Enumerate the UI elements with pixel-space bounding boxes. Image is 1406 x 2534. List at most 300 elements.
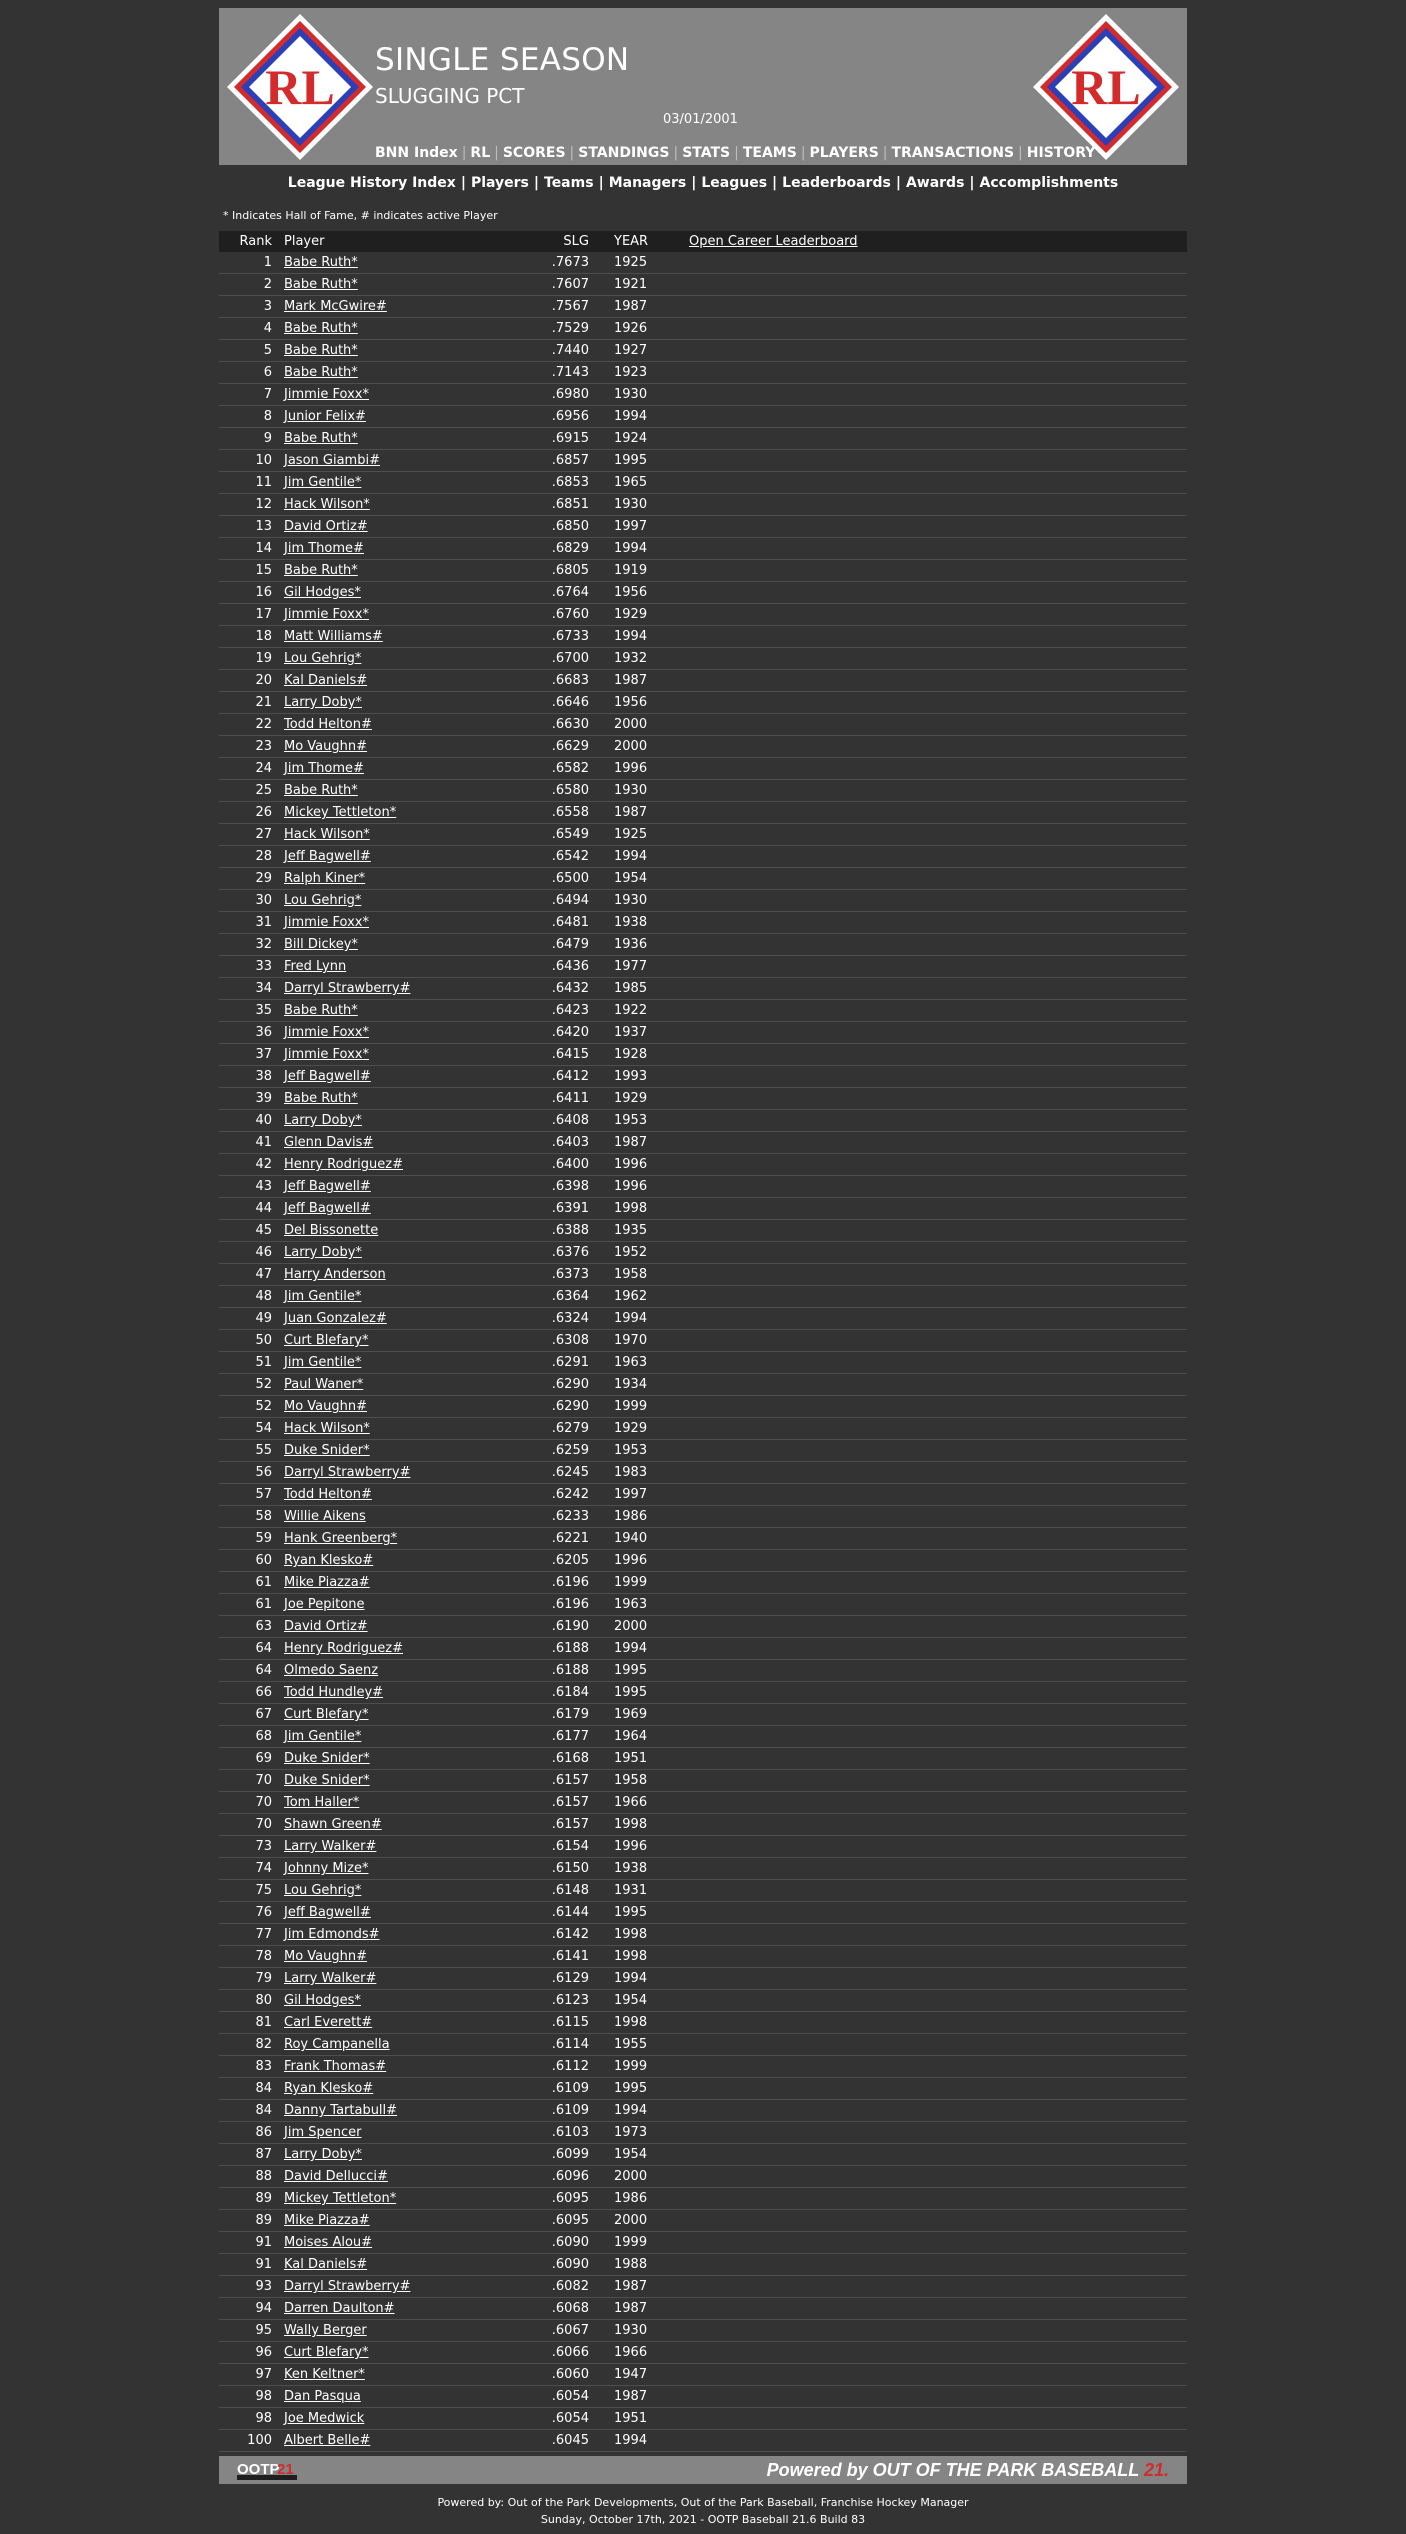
table-row — [219, 978, 1187, 1000]
slg-cell: .6060 — [551, 2367, 589, 2382]
player-link[interactable]: Junior Felix# — [284, 409, 366, 424]
rank-cell: 22 — [255, 717, 272, 732]
player-link[interactable]: Larry Walker# — [284, 1971, 377, 1986]
slg-cell: .6112 — [551, 2059, 589, 2074]
slg-cell: .6411 — [551, 1091, 589, 1106]
year-cell: 1954 — [614, 2147, 648, 2162]
slg-cell: .7567 — [551, 299, 589, 314]
player-cell — [284, 2364, 524, 2385]
table-row — [219, 2166, 1187, 2188]
player-cell — [284, 340, 524, 361]
player-link[interactable]: Johnny Mize* — [284, 1861, 369, 1876]
player-link[interactable]: Henry Rodriguez# — [284, 1641, 403, 1656]
player-link[interactable]: Larry Doby* — [284, 2147, 362, 2162]
slg-cell: .6190 — [551, 1619, 589, 1634]
rank-cell: 23 — [255, 739, 272, 754]
player-link[interactable]: Harry Anderson — [284, 1267, 386, 1282]
subnav-link-awards[interactable]: Awards — [905, 175, 965, 191]
year-cell: 1998 — [614, 1201, 648, 1216]
player-link[interactable]: Hack Wilson* — [284, 1421, 370, 1436]
rank-cell: 17 — [255, 607, 272, 622]
player-link[interactable]: Lou Gehrig* — [284, 893, 362, 908]
league-logo-right[interactable] — [1031, 12, 1181, 162]
player-link[interactable]: Tom Haller* — [284, 1795, 360, 1810]
slg-cell: .6245 — [551, 1465, 589, 1480]
player-link[interactable]: Mark McGwire# — [284, 299, 387, 314]
year-cell: 1996 — [614, 1839, 648, 1854]
player-link[interactable]: Glenn Davis# — [284, 1135, 374, 1150]
subnav-link-teams[interactable]: Teams — [544, 175, 594, 191]
player-link[interactable]: Mickey Tettleton* — [284, 2191, 397, 2206]
rank-cell: 87 — [255, 2147, 272, 2162]
subnav-link-leaderboards[interactable]: Leaderboards — [782, 175, 891, 191]
year-cell: 1924 — [614, 431, 648, 446]
year-cell: 1995 — [614, 453, 648, 468]
year-cell: 1930 — [614, 2323, 648, 2338]
player-link[interactable]: Carl Everett# — [284, 2015, 373, 2030]
player-link[interactable]: Paul Waner* — [284, 1377, 364, 1392]
player-link[interactable]: Ryan Klesko# — [284, 1553, 374, 1568]
player-link[interactable]: Kal Daniels# — [284, 2257, 368, 2272]
logo-text: RL — [265, 59, 335, 115]
rank-cell: 36 — [255, 1025, 272, 1040]
player-link[interactable]: Ken Keltner* — [284, 2367, 365, 2382]
player-link[interactable]: Curt Blefary* — [284, 1333, 369, 1348]
player-link[interactable]: Lou Gehrig* — [284, 1883, 362, 1898]
player-link[interactable]: Darryl Strawberry# — [284, 981, 411, 996]
rank-cell: 86 — [255, 2125, 272, 2140]
player-link[interactable]: Mo Vaughn# — [284, 739, 368, 754]
rank-cell: 21 — [255, 695, 272, 710]
year-cell: 1997 — [614, 519, 648, 534]
player-link[interactable]: Jim Spencer — [284, 2125, 362, 2140]
slg-cell: .6129 — [551, 1971, 589, 1986]
slg-cell: .7607 — [551, 277, 589, 292]
table-row — [219, 2188, 1187, 2210]
nav-link-rl[interactable]: RL — [470, 145, 491, 161]
slg-cell: .7673 — [551, 255, 589, 270]
player-cell — [284, 1176, 524, 1197]
slg-cell: .7143 — [551, 365, 589, 380]
slg-cell: .6956 — [551, 409, 589, 424]
player-link[interactable]: Lou Gehrig* — [284, 651, 362, 666]
player-link[interactable]: Jimmie Foxx* — [284, 1047, 369, 1062]
table-row — [219, 2056, 1187, 2078]
nav-separator: | — [1018, 145, 1023, 161]
player-link[interactable]: David Ortiz# — [284, 519, 368, 534]
player-cell — [284, 1902, 524, 1923]
player-cell — [284, 758, 524, 779]
player-cell — [284, 1286, 524, 1307]
year-cell: 1930 — [614, 783, 648, 798]
year-cell: 1995 — [614, 1663, 648, 1678]
player-cell — [284, 604, 524, 625]
league-logo-left[interactable] — [225, 12, 375, 162]
player-link[interactable]: Frank Thomas# — [284, 2059, 387, 2074]
player-link[interactable]: Juan Gonzalez# — [284, 1311, 387, 1326]
player-link[interactable]: Mo Vaughn# — [284, 1949, 368, 1964]
player-link[interactable]: Jeff Bagwell# — [284, 1201, 371, 1216]
player-cell — [284, 274, 524, 295]
player-link[interactable]: Mickey Tettleton* — [284, 805, 397, 820]
player-cell — [284, 2012, 524, 2033]
career-leaderboard-link[interactable]: Open Career Leaderboard — [689, 234, 858, 249]
slg-cell: .6242 — [551, 1487, 589, 1502]
year-cell: 1986 — [614, 1509, 648, 1524]
player-link[interactable]: Babe Ruth* — [284, 343, 358, 358]
rank-cell: 70 — [255, 1773, 272, 1788]
rank-cell: 96 — [255, 2345, 272, 2360]
nav-link-bnn-index[interactable]: BNN Index — [375, 145, 458, 161]
year-cell: 1955 — [614, 2037, 648, 2052]
subnav-link-accomplishments[interactable]: Accomplishments — [979, 175, 1119, 191]
player-link[interactable]: Duke Snider* — [284, 1443, 370, 1458]
player-cell — [284, 450, 524, 471]
player-link[interactable]: Larry Doby* — [284, 1113, 362, 1128]
year-cell: 1996 — [614, 1553, 648, 1568]
year-cell: 1929 — [614, 1091, 648, 1106]
nav-link-history[interactable]: HISTORY — [1026, 145, 1096, 161]
player-link[interactable]: Jason Giambi# — [284, 453, 380, 468]
slg-cell: .6388 — [551, 1223, 589, 1238]
player-cell — [284, 626, 524, 647]
year-cell: 1936 — [614, 937, 648, 952]
table-row — [219, 2430, 1187, 2452]
player-link[interactable]: Joe Medwick — [284, 2411, 365, 2426]
year-cell: 1956 — [614, 585, 648, 600]
player-link[interactable]: Babe Ruth* — [284, 1091, 358, 1106]
table-row — [219, 670, 1187, 692]
player-link[interactable]: Todd Helton# — [284, 1487, 372, 1502]
player-cell — [284, 1968, 524, 1989]
player-link[interactable]: Kal Daniels# — [284, 673, 368, 688]
year-cell: 1964 — [614, 1729, 648, 1744]
slg-cell: .6082 — [551, 2279, 589, 2294]
year-cell: 1973 — [614, 2125, 648, 2140]
player-link[interactable]: David Ortiz# — [284, 1619, 368, 1634]
slg-cell: .6494 — [551, 893, 589, 908]
player-link[interactable]: Duke Snider* — [284, 1751, 370, 1766]
subnav-link-leagues[interactable]: Leagues — [701, 175, 768, 191]
player-link[interactable]: Danny Tartabull# — [284, 2103, 398, 2118]
year-cell: 1995 — [614, 1905, 648, 1920]
rank-cell: 30 — [255, 893, 272, 908]
rank-cell: 9 — [263, 431, 272, 446]
subnav-link-players[interactable]: Players — [470, 175, 529, 191]
year-cell: 2000 — [614, 1619, 648, 1634]
table-row — [219, 956, 1187, 978]
subnav-separator: | — [598, 175, 604, 191]
slg-cell: .6290 — [551, 1377, 589, 1392]
player-link[interactable]: Albert Belle# — [284, 2433, 371, 2448]
year-cell: 1947 — [614, 2367, 648, 2382]
rank-cell: 28 — [255, 849, 272, 864]
player-link[interactable]: Jim Thome# — [284, 761, 364, 776]
year-cell: 1928 — [614, 1047, 648, 1062]
year-cell: 1934 — [614, 1377, 648, 1392]
player-cell — [284, 670, 524, 691]
player-cell — [284, 1396, 524, 1417]
nav-link-transactions[interactable]: TRANSACTIONS — [891, 145, 1015, 161]
player-link[interactable]: Ralph Kiner* — [284, 871, 366, 886]
slg-cell: .6582 — [551, 761, 589, 776]
player-link[interactable]: Babe Ruth* — [284, 783, 358, 798]
player-link[interactable]: Todd Helton# — [284, 717, 372, 732]
slg-cell: .6090 — [551, 2257, 589, 2272]
player-link[interactable]: Joe Pepitone — [284, 1597, 365, 1612]
slg-cell: .6733 — [551, 629, 589, 644]
table-row — [219, 428, 1187, 450]
table-row — [219, 1792, 1187, 1814]
player-link[interactable]: Larry Doby* — [284, 1245, 362, 1260]
player-link[interactable]: Curt Blefary* — [284, 1707, 369, 1722]
year-cell: 1954 — [614, 871, 648, 886]
year-cell: 1996 — [614, 1179, 648, 1194]
rank-cell: 61 — [255, 1597, 272, 1612]
player-link[interactable]: Jim Thome# — [284, 541, 364, 556]
slg-cell: .6400 — [551, 1157, 589, 1172]
player-link[interactable]: Dan Pasqua — [284, 2389, 361, 2404]
rank-cell: 70 — [255, 1795, 272, 1810]
year-cell: 1994 — [614, 849, 648, 864]
slg-cell: .6188 — [551, 1641, 589, 1656]
player-cell — [284, 1044, 524, 1065]
player-link[interactable]: Jimmie Foxx* — [284, 607, 369, 622]
table-row — [219, 2364, 1187, 2386]
table-row — [219, 1308, 1187, 1330]
player-link[interactable]: Gil Hodges* — [284, 1993, 361, 2008]
ootp-logo[interactable] — [237, 2459, 317, 2481]
player-cell — [284, 2144, 524, 2165]
player-link[interactable]: Ryan Klesko# — [284, 2081, 374, 2096]
year-cell: 1966 — [614, 1795, 648, 1810]
rank-cell: 98 — [255, 2411, 272, 2426]
player-link[interactable]: Jeff Bagwell# — [284, 849, 371, 864]
slg-cell: .6150 — [551, 1861, 589, 1876]
subnav-separator: | — [460, 175, 466, 191]
rank-cell: 78 — [255, 1949, 272, 1964]
player-cell — [284, 538, 524, 559]
year-cell: 1937 — [614, 1025, 648, 1040]
slg-cell: .6067 — [551, 2323, 589, 2338]
year-cell: 1930 — [614, 387, 648, 402]
table-row — [219, 1968, 1187, 1990]
player-link[interactable]: Larry Walker# — [284, 1839, 377, 1854]
top-nav — [375, 145, 1095, 161]
player-cell — [284, 2254, 524, 2275]
player-link[interactable]: Henry Rodriguez# — [284, 1157, 403, 1172]
player-link[interactable]: Babe Ruth* — [284, 1003, 358, 1018]
slg-cell: .6177 — [551, 1729, 589, 1744]
player-link[interactable]: Babe Ruth* — [284, 255, 358, 270]
table-row — [219, 1858, 1187, 1880]
player-link[interactable]: Jim Gentile* — [284, 475, 362, 490]
player-link[interactable]: Jim Gentile* — [284, 1355, 362, 1370]
table-row — [219, 1704, 1187, 1726]
player-link[interactable]: Hack Wilson* — [284, 497, 370, 512]
player-link[interactable]: Wally Berger — [284, 2323, 367, 2338]
player-link[interactable]: David Dellucci# — [284, 2169, 388, 2184]
player-link[interactable]: Babe Ruth* — [284, 277, 358, 292]
player-link[interactable]: Darryl Strawberry# — [284, 2279, 411, 2294]
year-cell: 1987 — [614, 299, 648, 314]
slg-cell: .6915 — [551, 431, 589, 446]
player-link[interactable]: Hack Wilson* — [284, 827, 370, 842]
nav-link-standings[interactable]: STANDINGS — [578, 145, 670, 161]
rank-cell: 79 — [255, 1971, 272, 1986]
player-link[interactable]: Jim Edmonds# — [284, 1927, 380, 1942]
player-link[interactable]: Babe Ruth* — [284, 321, 358, 336]
player-link[interactable]: Mo Vaughn# — [284, 1399, 368, 1414]
rank-cell: 10 — [255, 453, 272, 468]
player-link[interactable]: Roy Campanella — [284, 2037, 390, 2052]
rank-cell: 89 — [255, 2213, 272, 2228]
rank-cell: 48 — [255, 1289, 272, 1304]
player-link[interactable]: Matt Williams# — [284, 629, 383, 644]
player-link[interactable]: Bill Dickey* — [284, 937, 358, 952]
rank-cell: 6 — [263, 365, 272, 380]
player-link[interactable]: Olmedo Saenz — [284, 1663, 379, 1678]
slg-cell: .6683 — [551, 673, 589, 688]
player-link[interactable]: Jim Gentile* — [284, 1289, 362, 1304]
slg-cell: .6646 — [551, 695, 589, 710]
nav-link-players[interactable]: PLAYERS — [809, 145, 879, 161]
nav-link-stats[interactable]: STATS — [682, 145, 731, 161]
player-link[interactable]: Gil Hodges* — [284, 585, 361, 600]
table-row — [219, 1638, 1187, 1660]
slg-cell: .7440 — [551, 343, 589, 358]
slg-cell: .6096 — [551, 2169, 589, 2184]
player-cell — [284, 1440, 524, 1461]
year-cell: 1919 — [614, 563, 648, 578]
rank-cell: 94 — [255, 2301, 272, 2316]
table-row — [219, 2100, 1187, 2122]
year-cell: 1938 — [614, 1861, 648, 1876]
nav-separator: | — [673, 145, 679, 161]
player-link[interactable]: Darryl Strawberry# — [284, 1465, 411, 1480]
nav-link-teams[interactable]: TEAMS — [742, 145, 797, 161]
rank-cell: 55 — [255, 1443, 272, 1458]
slg-cell: .6196 — [551, 1597, 589, 1612]
year-cell: 1958 — [614, 1267, 648, 1282]
player-link[interactable]: Larry Doby* — [284, 695, 362, 710]
table-row — [219, 2122, 1187, 2144]
player-link[interactable]: Moises Alou# — [284, 2235, 373, 2250]
nav-separator: | — [461, 145, 467, 161]
player-link[interactable]: Mike Piazza# — [284, 2213, 370, 2228]
player-cell — [284, 1374, 524, 1395]
slg-cell: .6580 — [551, 783, 589, 798]
rank-cell: 5 — [263, 343, 272, 358]
year-cell: 1963 — [614, 1597, 648, 1612]
table-row — [219, 802, 1187, 824]
slg-cell: .6415 — [551, 1047, 589, 1062]
player-link[interactable]: Darren Daulton# — [284, 2301, 395, 2316]
player-link[interactable]: Jeff Bagwell# — [284, 1069, 371, 1084]
year-cell: 1929 — [614, 607, 648, 622]
table-row — [219, 736, 1187, 758]
player-link[interactable]: Willie Aikens — [284, 1509, 366, 1524]
player-link[interactable]: Jimmie Foxx* — [284, 915, 369, 930]
slg-cell: .6291 — [551, 1355, 589, 1370]
subnav-link-managers[interactable]: Managers — [608, 175, 687, 191]
rank-cell: 91 — [255, 2257, 272, 2272]
player-link[interactable]: Curt Blefary* — [284, 2345, 369, 2360]
rank-cell: 8 — [263, 409, 272, 424]
table-row — [219, 846, 1187, 868]
player-cell — [284, 1242, 524, 1263]
slg-cell: .6154 — [551, 1839, 589, 1854]
year-cell: 1951 — [614, 2411, 648, 2426]
year-cell: 1998 — [614, 2015, 648, 2030]
table-row — [219, 1088, 1187, 1110]
table-row — [219, 1572, 1187, 1594]
rank-cell: 77 — [255, 1927, 272, 1942]
header-slg: SLG — [563, 234, 589, 249]
slg-cell: .6760 — [551, 607, 589, 622]
player-link[interactable]: Jimmie Foxx* — [284, 1025, 369, 1040]
player-cell — [284, 1308, 524, 1329]
nav-separator: | — [882, 145, 888, 161]
player-link[interactable]: Babe Ruth* — [284, 563, 358, 578]
subnav-link-league-history-index[interactable]: League History Index — [287, 175, 456, 191]
player-cell — [284, 2210, 524, 2231]
year-cell: 1951 — [614, 1751, 648, 1766]
player-link[interactable]: Del Bissonette — [284, 1223, 379, 1238]
year-cell: 1987 — [614, 2279, 648, 2294]
player-link[interactable]: Shawn Green# — [284, 1817, 382, 1832]
player-link[interactable]: Jimmie Foxx* — [284, 387, 369, 402]
player-link[interactable]: Duke Snider* — [284, 1773, 370, 1788]
year-cell: 1994 — [614, 2103, 648, 2118]
year-cell: 1954 — [614, 1993, 648, 2008]
slg-cell: .6148 — [551, 1883, 589, 1898]
player-cell — [284, 1132, 524, 1153]
player-cell — [284, 1990, 524, 2011]
year-cell: 1994 — [614, 541, 648, 556]
rank-cell: 16 — [255, 585, 272, 600]
player-link[interactable]: Hank Greenberg* — [284, 1531, 398, 1546]
rank-cell: 51 — [255, 1355, 272, 1370]
year-cell: 1993 — [614, 1069, 648, 1084]
player-cell — [284, 560, 524, 581]
player-link[interactable]: Jeff Bagwell# — [284, 1179, 371, 1194]
slg-cell: .6308 — [551, 1333, 589, 1348]
slg-cell: .6853 — [551, 475, 589, 490]
player-link[interactable]: Jeff Bagwell# — [284, 1905, 371, 1920]
rank-cell: 64 — [255, 1641, 272, 1656]
rank-cell: 12 — [255, 497, 272, 512]
rank-cell: 38 — [255, 1069, 272, 1084]
credits-line: Powered by: Out of the Park Developments, Out of the Park Baseball, Franchise Hockey Manager — [437, 2496, 969, 2509]
player-link[interactable]: Babe Ruth* — [284, 431, 358, 446]
slg-cell: .6095 — [551, 2191, 589, 2206]
nav-link-scores[interactable]: SCORES — [502, 145, 566, 161]
player-cell — [284, 296, 524, 317]
player-link[interactable]: Jim Gentile* — [284, 1729, 362, 1744]
rank-cell: 61 — [255, 1575, 272, 1590]
logo-text: RL — [1071, 59, 1141, 115]
player-link[interactable]: Todd Hundley# — [284, 1685, 384, 1700]
footer-bar — [219, 2456, 1187, 2484]
rank-cell: 82 — [255, 2037, 272, 2052]
slg-cell: .6115 — [551, 2015, 589, 2030]
slg-cell: .6221 — [551, 1531, 589, 1546]
player-link[interactable]: Fred Lynn — [284, 959, 347, 974]
player-link[interactable]: Babe Ruth* — [284, 365, 358, 380]
player-link[interactable]: Mike Piazza# — [284, 1575, 370, 1590]
table-row — [219, 340, 1187, 362]
